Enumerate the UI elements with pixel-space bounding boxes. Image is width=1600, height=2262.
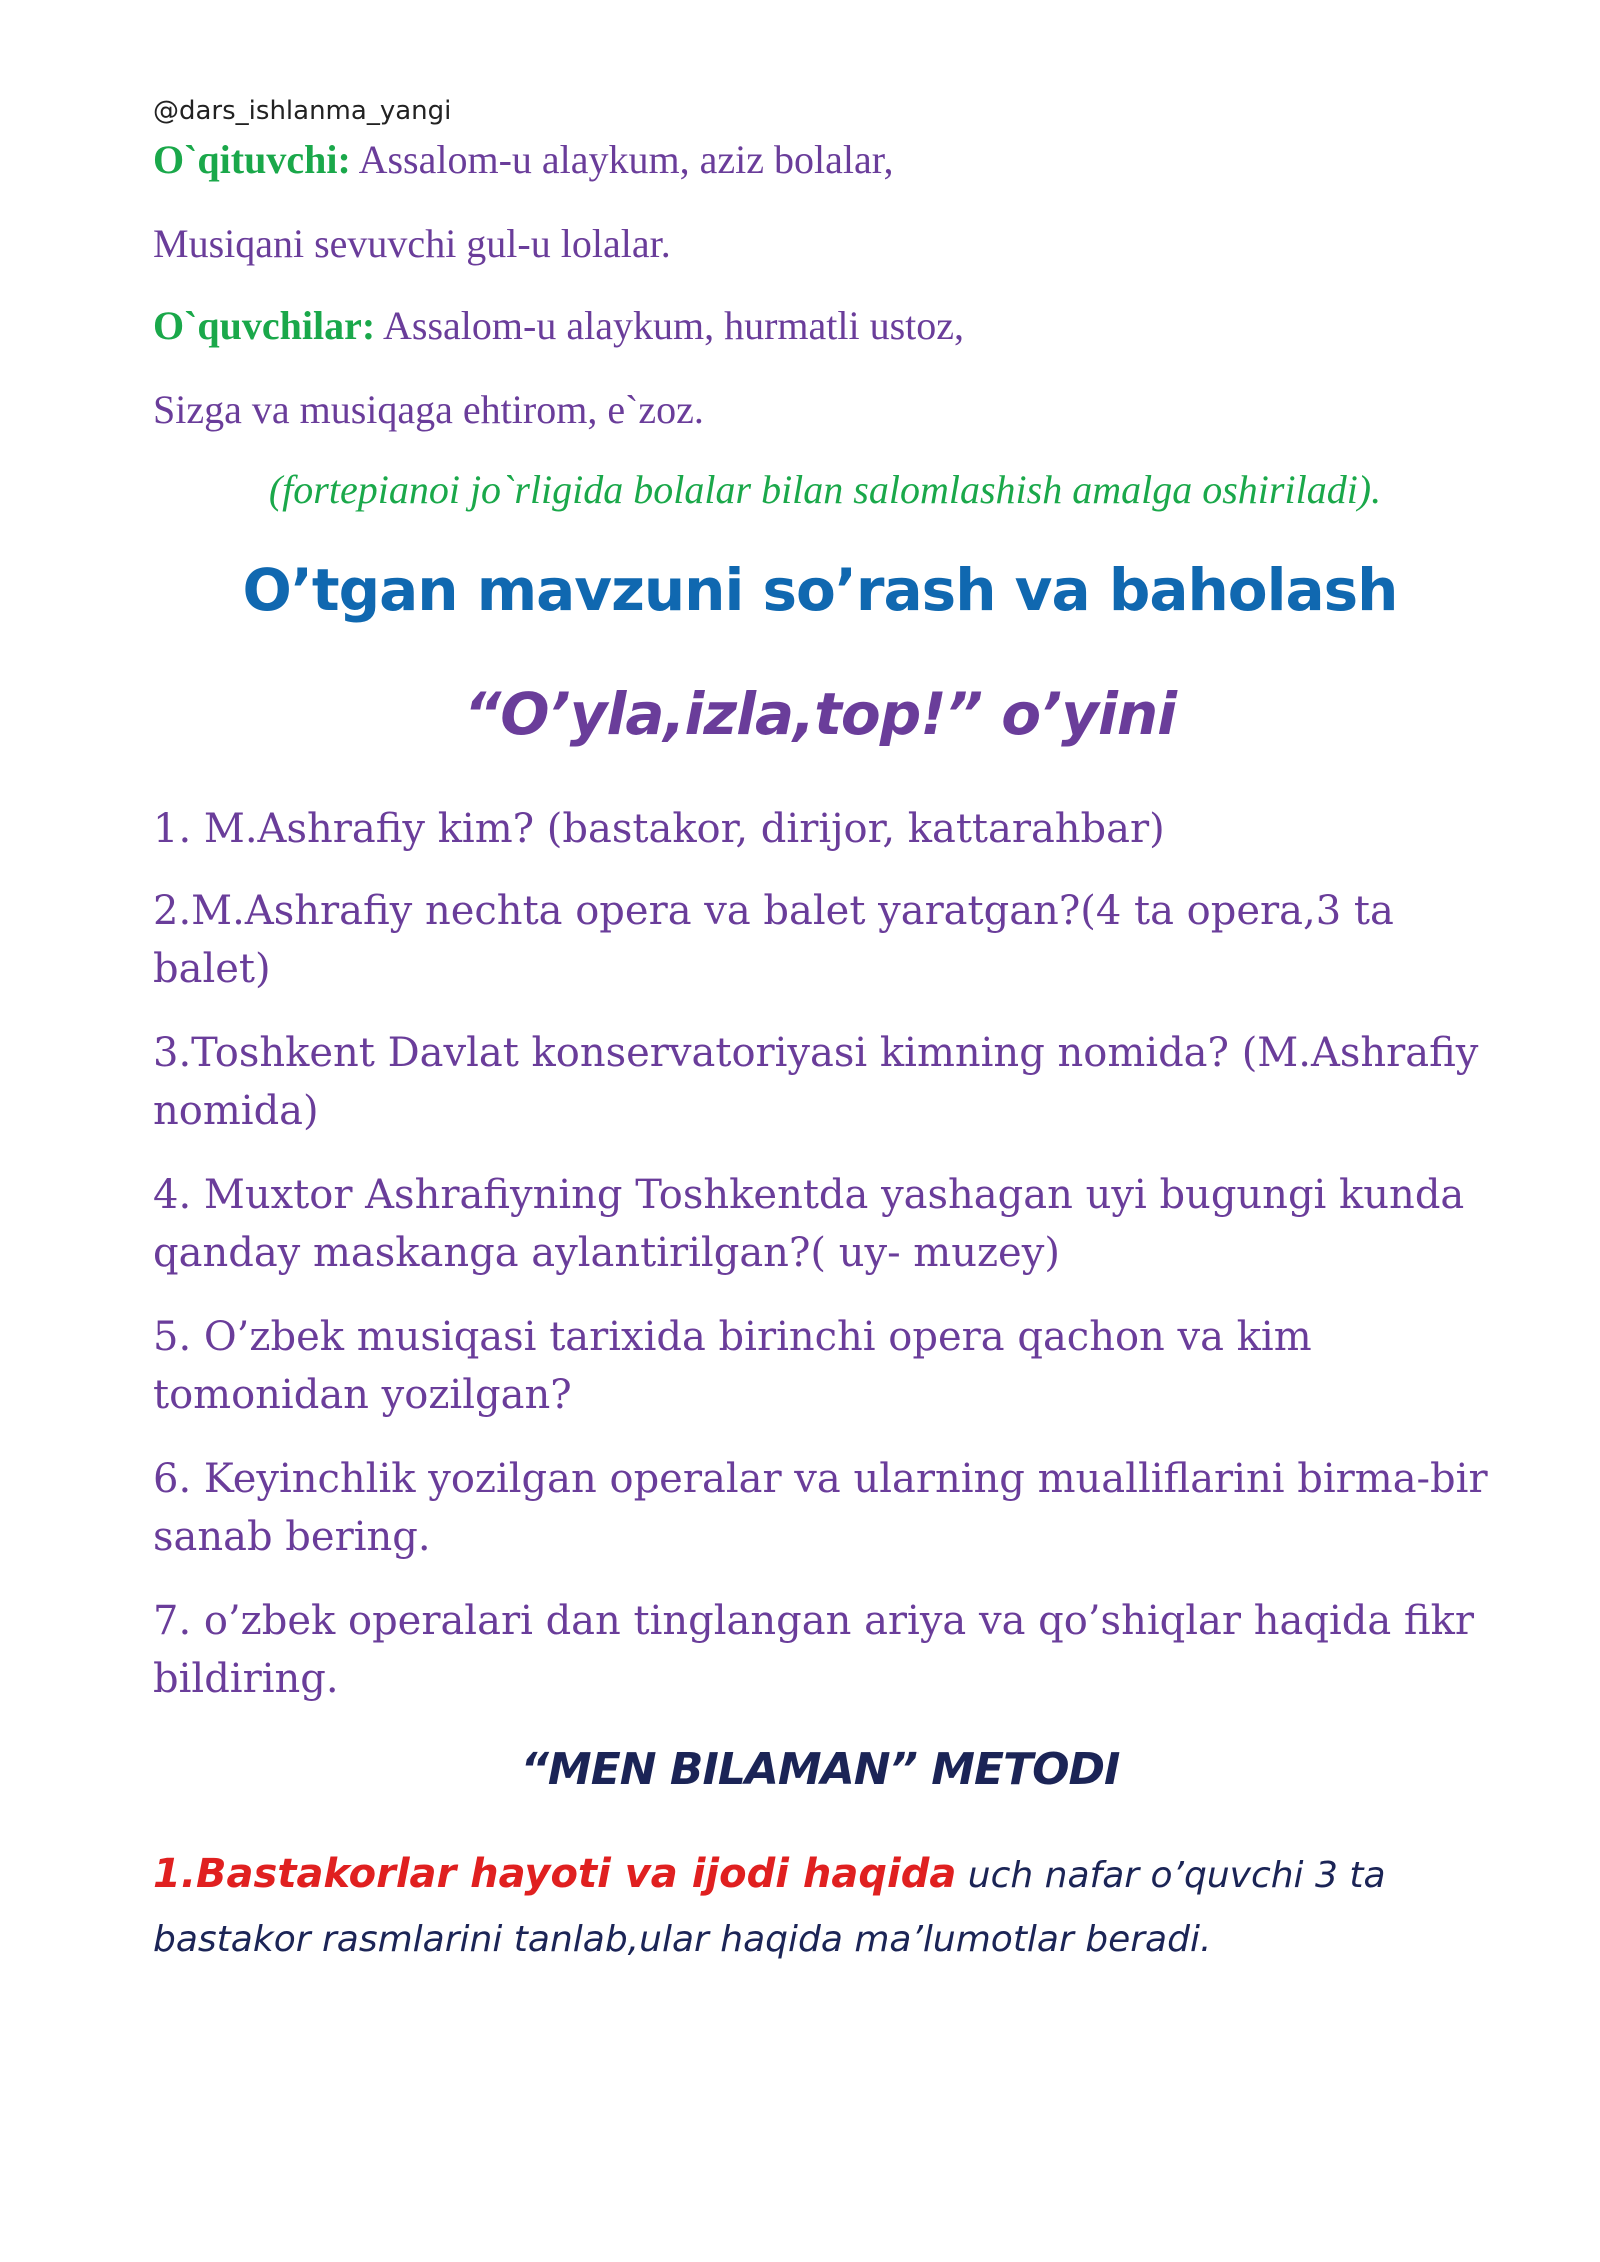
dialogue-line-1 [153,136,893,183]
dialogue-text: Assalom-u alaykum, hurmatli ustoz, [375,303,965,348]
question-item: 6. Keyinchlik yozilgan operalar va ularning mualliflarini birma-bir sanab bering. [153,1456,1488,1560]
section-title: O’tgan mavzuni so’rash va baholash [242,556,1398,624]
stage-direction: (fortepianoi jo`rligida bolalar bilan salomlashish amalga oshiriladi). [268,467,1382,512]
method-task-text: uch nafar o’quvchi 3 ta bastakor rasmlarini tanlab,ular haqida ma’lumotlar beradi. [153,1855,1386,1960]
question-item: 4. Muxtor Ashrafiyning Toshkentda yashagan uyi bugungi kunda qanday maskanga aylantirilgan?( uy- muzey) [153,1172,1465,1276]
question-item: 1. M.Ashrafiy kim? (bastakor, dirijor, kattarahbar) [153,806,1165,852]
dialogue-text: Musiqani sevuvchi gul-u lolalar. [153,221,671,266]
question-item: 7. o’zbek operalari dan tinglangan ariya va qo’shiqlar haqida fikr bildiring. [153,1598,1474,1702]
game-title: “O’yla,izla,top!” o’yini [463,680,1177,748]
method-task [153,1842,1493,1972]
question-item: 3.Toshkent Davlat konservatoriyasi kimning nomida? (M.Ashrafiy nomida) [153,1030,1479,1134]
speaker-label: O`quvchilar: [153,303,376,348]
dialogue-line-4 [153,386,704,433]
question-list [153,800,1493,1734]
dialogue-text: Sizga va musiqaga ehtirom, e`zoz. [153,387,704,432]
speaker-label: O`qituvchi: [153,137,351,182]
question-item: 5. O’zbek musiqasi tarixida birinchi opera qachon va kim tomonidan yozilgan? [153,1314,1312,1418]
dialogue-line-3 [153,302,964,349]
channel-handle: @dars_ishlanma_yangi [153,96,452,126]
dialogue-line-2 [153,220,671,267]
method-task-lead: 1.Bastakorlar hayoti va ijodi haqida [153,1851,957,1897]
dialogue-text: Assalom-u alaykum, aziz bolalar, [350,137,894,182]
method-title: “MEN BILAMAN” METODI [520,1744,1120,1795]
question-item: 2.M.Ashrafiy nechta opera va balet yaratgan?(4 ta opera,3 ta balet) [153,888,1394,992]
